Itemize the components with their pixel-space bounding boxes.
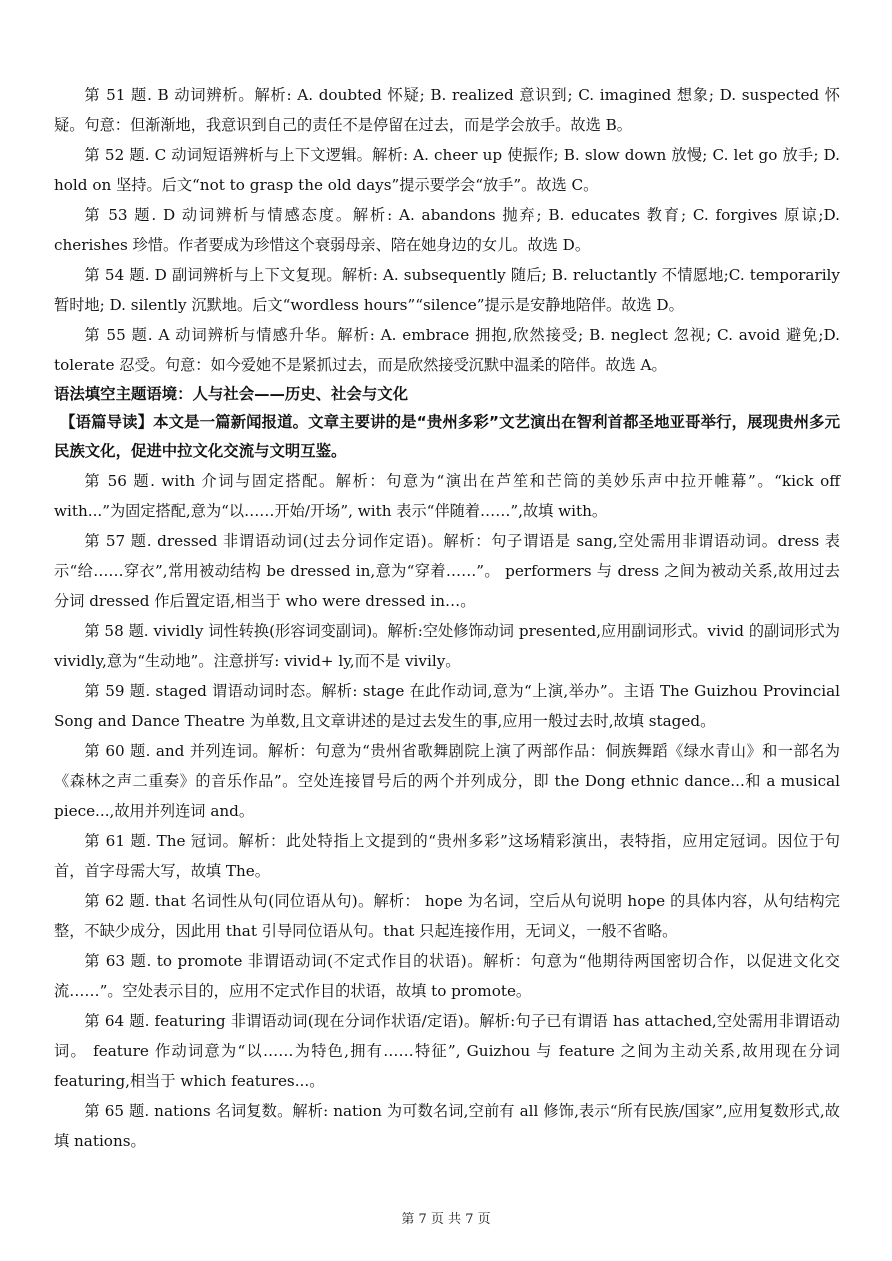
answer-64-paragraph: 第 64 题. featuring 非谓语动词(现在分词作状语/定语)。解析:句子已有谓语 has attached,空处需用非谓语动词。 feature 作动词意为“以……为特色,拥有……特征”, Guizhou 与 feature 之间为主动关系,故用现在分词 featuring,相当于 which features...。 xyxy=(54,1012,840,1090)
page-footer: 第 7 页 共 7 页 xyxy=(401,1212,491,1227)
answer-60-paragraph: 第 60 题. and 并列连词。解析：句意为“贵州省歌舞剧院上演了两部作品：侗族舞蹈《绿水青山》和一部名为《森林之声二重奏》的音乐作品”。空处连接冒号后的两个并列成分，即 the Dong ethnic dance...和 a musical piece...,故用并列连词 and。 xyxy=(54,742,840,820)
answer-51-paragraph: 第 51 题. B 动词辨析。解析: A. doubted 怀疑; B. realized 意识到; C. imagined 想象; D. suspected 怀疑。句意：但渐渐地，我意识到自己的责任不是停留在过去，而是学会放手。故选 B。 xyxy=(54,86,840,134)
section-heading: 语法填空主题语境：人与社会——历史、社会与文化 xyxy=(54,385,408,403)
answer-63-paragraph: 第 63 题. to promote 非谓语动词(不定式作目的状语)。解析：句意为“他期待两国密切合作，以促进文化交流……”。空处表示目的，应用不定式作目的状语，故填 to promote。 xyxy=(54,952,840,1000)
answer-52-paragraph: 第 52 题. C 动词短语辨析与上下文逻辑。解析: A. cheer up 使振作; B. slow down 放慢; C. let go 放手; D. hold on 坚持。后文“not to grasp the old days”提示要学会“放手”。故选 C。 xyxy=(54,146,840,194)
answer-58-paragraph: 第 58 题. vividly 词性转换(形容词变副词)。解析:空处修饰动词 presented,应用副词形式。vivid 的副词形式为 vividly,意为“生动地”。注意拼写: vivid+ ly,而不是 vivily。 xyxy=(54,622,840,670)
answer-59-paragraph: 第 59 题. staged 谓语动词时态。解析: stage 在此作动词,意为“上演,举办”。主语 The Guizhou Provincial Song and Dance Theatre 为单数,且文章讲述的是过去发生的事,应用一般过去时,故填 staged。 xyxy=(54,682,840,730)
answer-53-paragraph: 第 53 题. D 动词辨析与情感态度。解析: A. abandons 抛弃; B. educates 教育; C. forgives 原谅;D. cherishes 珍惜。作者要成为珍惜这个衰弱母亲、陪在她身边的女儿。故选 D。 xyxy=(54,206,840,254)
page-content xyxy=(54,80,840,1156)
answer-62-paragraph: 第 62 题. that 名词性从句(同位语从句)。解析： hope 为名词，空后从句说明 hope 的具体内容，从句结构完整，不缺少成分，因此用 that 引导同位语从句。that 只起连接作用，无词义，一般不省略。 xyxy=(54,892,840,940)
answer-56-paragraph: 第 56 题. with 介词与固定搭配。解析：句意为“演出在芦笙和芒筒的美妙乐声中拉开帷幕”。“kick off with...”为固定搭配,意为“以……开始/开场”, with 表示“伴随着……”,故填 with。 xyxy=(54,472,840,520)
answer-65-paragraph: 第 65 题. nations 名词复数。解析: nation 为可数名词,空前有 all 修饰,表示“所有民族/国家”,应用复数形式,故填 nations。 xyxy=(54,1102,840,1150)
answer-61-paragraph: 第 61 题. The 冠词。解析：此处特指上文提到的“贵州多彩”这场精彩演出，表特指，应用定冠词。因位于句首，首字母需大写，故填 The。 xyxy=(54,832,840,880)
answer-54-paragraph: 第 54 题. D 副词辨析与上下文复现。解析: A. subsequently 随后; B. reluctantly 不情愿地;C. temporarily 暂时地; D. silently 沉默地。后文“wordless hours”“silence”提示是安静地陪伴。故选 D。 xyxy=(54,266,840,314)
passage-intro: 【语篇导读】本文是一篇新闻报道。文章主要讲的是“贵州多彩”文艺演出在智利首都圣地亚哥举行，展现贵州多元民族文化，促进中拉文化交流与文明互鉴。 xyxy=(54,413,840,460)
answer-57-paragraph: 第 57 题. dressed 非谓语动词(过去分词作定语)。解析：句子谓语是 sang,空处需用非谓语动词。dress 表示“给……穿衣”,常用被动结构 be dressed in,意为“穿着……”。 performers 与 dress 之间为被动关系,故用过去分词 dressed 作后置定语,相当于 who were dressed in…。 xyxy=(54,532,840,610)
answer-55-paragraph: 第 55 题. A 动词辨析与情感升华。解析: A. embrace 拥抱,欣然接受; B. neglect 忽视; C. avoid 避免;D. tolerate 忍受。句意：如今爱她不是紧抓过去，而是欣然接受沉默中温柔的陪伴。故选 A。 xyxy=(54,326,840,374)
